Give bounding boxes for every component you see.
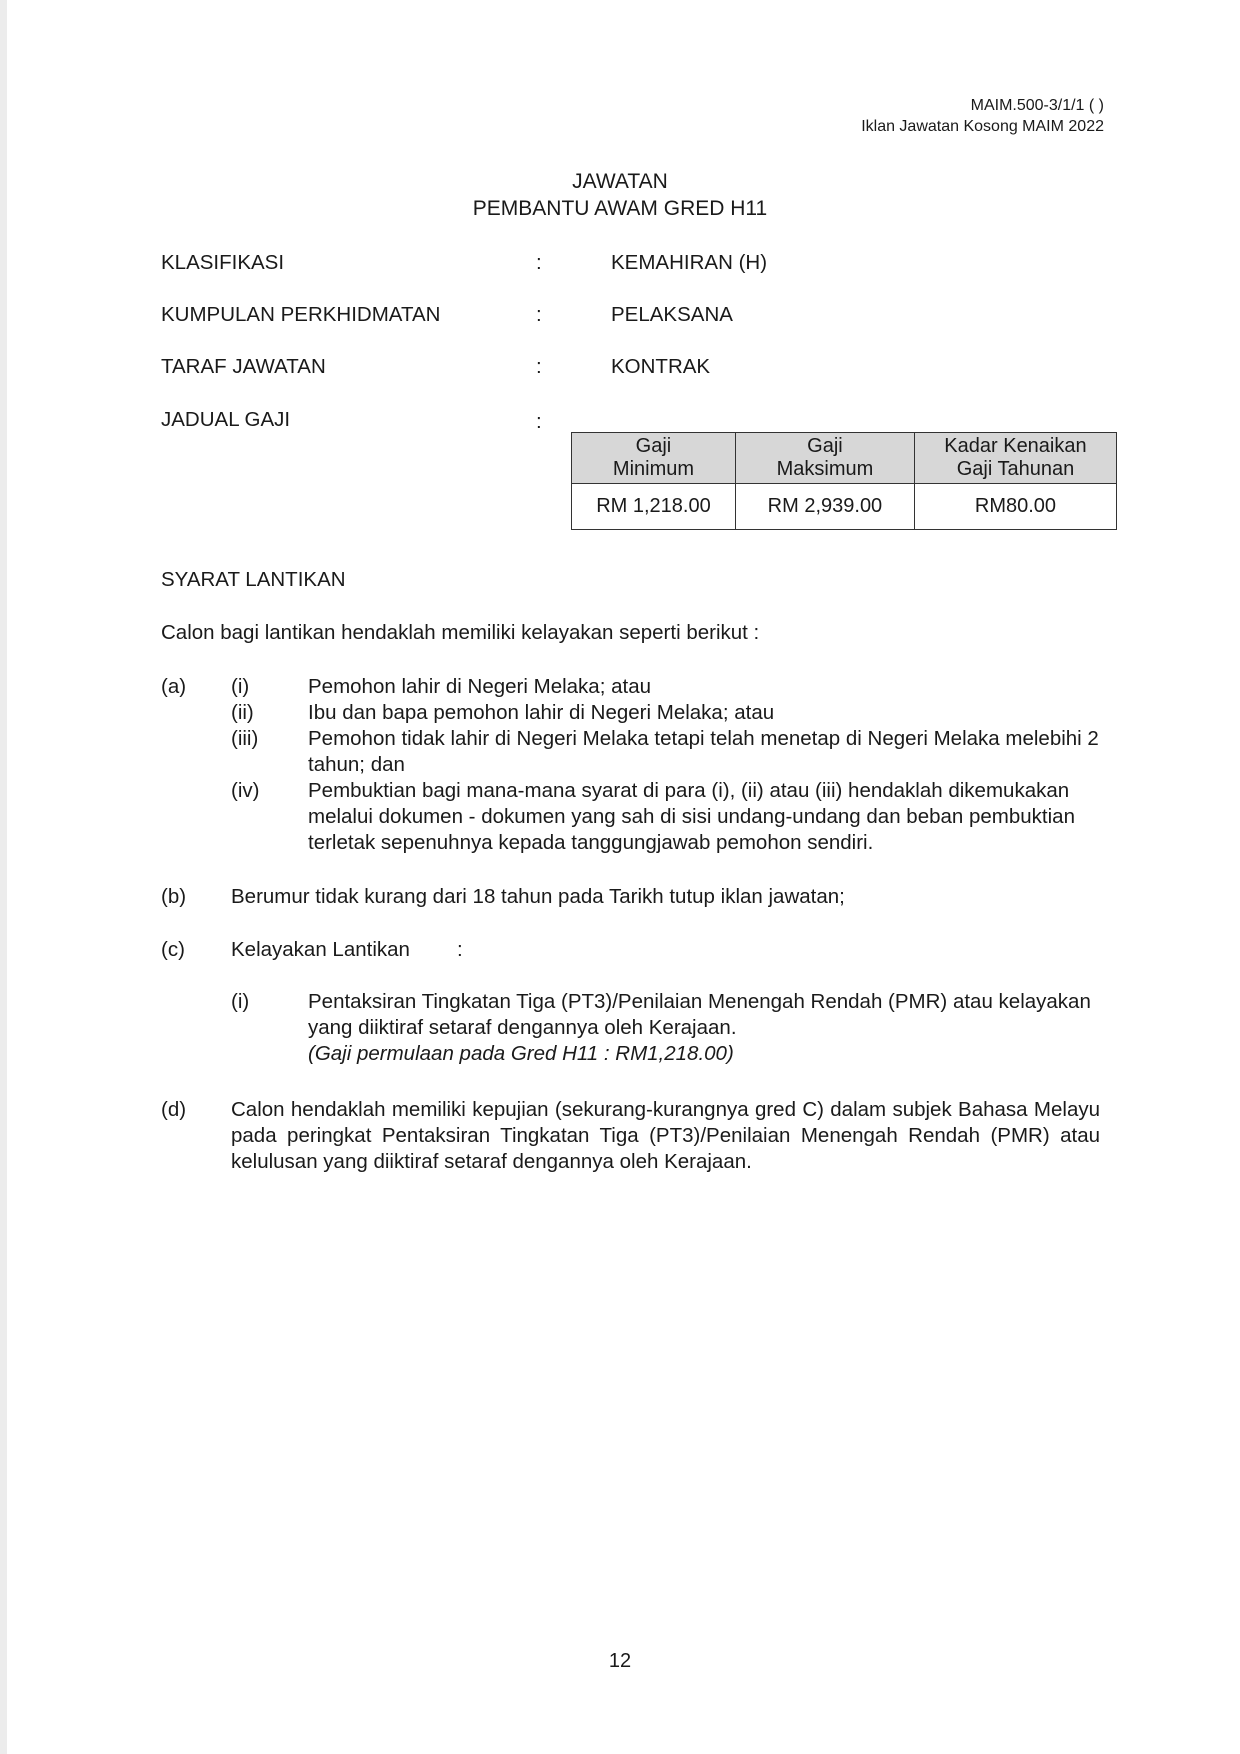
header-gaji-minimum — [572, 433, 736, 484]
para-d-text: Calon hendaklah memiliki kepujian (sekurang-kurangnya gred C) dalam subjek Bahasa Melayu pada peringkat Pentaksiran Tingkatan Tiga (PT3)/Penilaian Menengah Rendah (PMR) atau kelulusan yang diiktiraf setaraf dengannya oleh Kerajaan. — [231, 1098, 1100, 1173]
section-heading: SYARAT LANTIKAN — [161, 568, 346, 591]
item-number: (i) — [231, 675, 250, 698]
para-c-label: Kelayakan Lantikan — [231, 938, 410, 961]
salary-table — [571, 432, 1117, 530]
para-letter-b: (b) — [161, 885, 187, 908]
header-line: Gaji Tahunan — [956, 458, 1075, 480]
field-label-kumpulan: KUMPULAN PERKHIDMATAN — [161, 303, 441, 326]
para-b-text: Berumur tidak kurang dari 18 tahun pada Tarikh tutup iklan jawatan; — [231, 885, 845, 908]
field-colon: : — [536, 410, 542, 433]
annual-increment: RM80.00 — [914, 484, 1116, 530]
item-text: Ibu dan bapa pemohon lahir di Negeri Melaka; atau — [308, 701, 775, 724]
header-gaji-maksimum — [735, 433, 914, 484]
field-value-taraf: KONTRAK — [611, 355, 711, 378]
field-value-kumpulan: PELAKSANA — [611, 303, 733, 326]
header-kadar-kenaikan — [914, 433, 1116, 484]
scan-edge — [0, 0, 7, 1754]
title-line-1: JAWATAN — [572, 170, 668, 193]
qualification-text: Pentaksiran Tingkatan Tiga (PT3)/Penilaian Menengah Rendah (PMR) atau kelayakan yang diiktiraf setaraf dengannya oleh Kerajaan. — [308, 990, 1091, 1039]
item-number: (i) — [231, 990, 250, 1013]
item-number: (ii) — [231, 701, 254, 724]
salary-maximum: RM 2,939.00 — [735, 484, 914, 530]
salary-value-row — [572, 484, 1117, 530]
page-title: PEMBANTU AWAM GRED H11 — [472, 197, 768, 220]
para-letter-c: (c) — [161, 938, 185, 961]
para-c-colon: : — [457, 938, 463, 961]
header-line: Gaji — [807, 435, 843, 457]
salary-header-row — [572, 433, 1117, 484]
header-line: Kadar Kenaikan — [944, 435, 1087, 457]
item-text: Pembuktian bagi mana-mana syarat di para (i), (ii) atau (iii) hendaklah dikemukakan melalui dokumen - dokumen yang sah di sisi undang-undang dan beban pembuktian terletak sepenuhnya kepada tanggungjawab pemohon sendiri. — [308, 779, 1075, 854]
salary-minimum: RM 1,218.00 — [572, 484, 736, 530]
requirements-intro: Calon bagi lantikan hendaklah memiliki kelayakan seperti berikut : — [161, 621, 760, 644]
para-letter-d: (d) — [161, 1098, 187, 1121]
header-line: Minimum — [612, 458, 695, 480]
item-text: Pemohon tidak lahir di Negeri Melaka tetapi telah menetap di Negeri Melaka melebihi 2 tahun; dan — [308, 727, 1099, 776]
header-line: Maksimum — [776, 458, 874, 480]
advert-subtitle: Iklan Jawatan Kosong MAIM 2022 — [861, 118, 1104, 135]
starting-salary-note: (Gaji permulaan pada Gred H11 : RM1,218.00) — [308, 1042, 734, 1065]
field-label-taraf: TARAF JAWATAN — [161, 355, 326, 378]
header-line: Gaji — [635, 435, 672, 457]
field-colon: : — [536, 355, 542, 378]
item-number: (iv) — [231, 779, 260, 802]
field-colon: : — [536, 303, 542, 326]
item-number: (iii) — [231, 727, 259, 750]
field-colon: : — [536, 251, 542, 274]
field-label-klasifikasi: KLASIFIKASI — [161, 251, 285, 274]
field-label-jadual-gaji: JADUAL GAJI — [161, 408, 291, 431]
reference-number: MAIM.500-3/1/1 ( ) — [970, 97, 1104, 114]
field-value-klasifikasi: KEMAHIRAN (H) — [611, 251, 768, 274]
page-number: 12 — [608, 1650, 632, 1672]
para-letter-a: (a) — [161, 675, 187, 698]
item-text: Pemohon lahir di Negeri Melaka; atau — [308, 675, 651, 698]
